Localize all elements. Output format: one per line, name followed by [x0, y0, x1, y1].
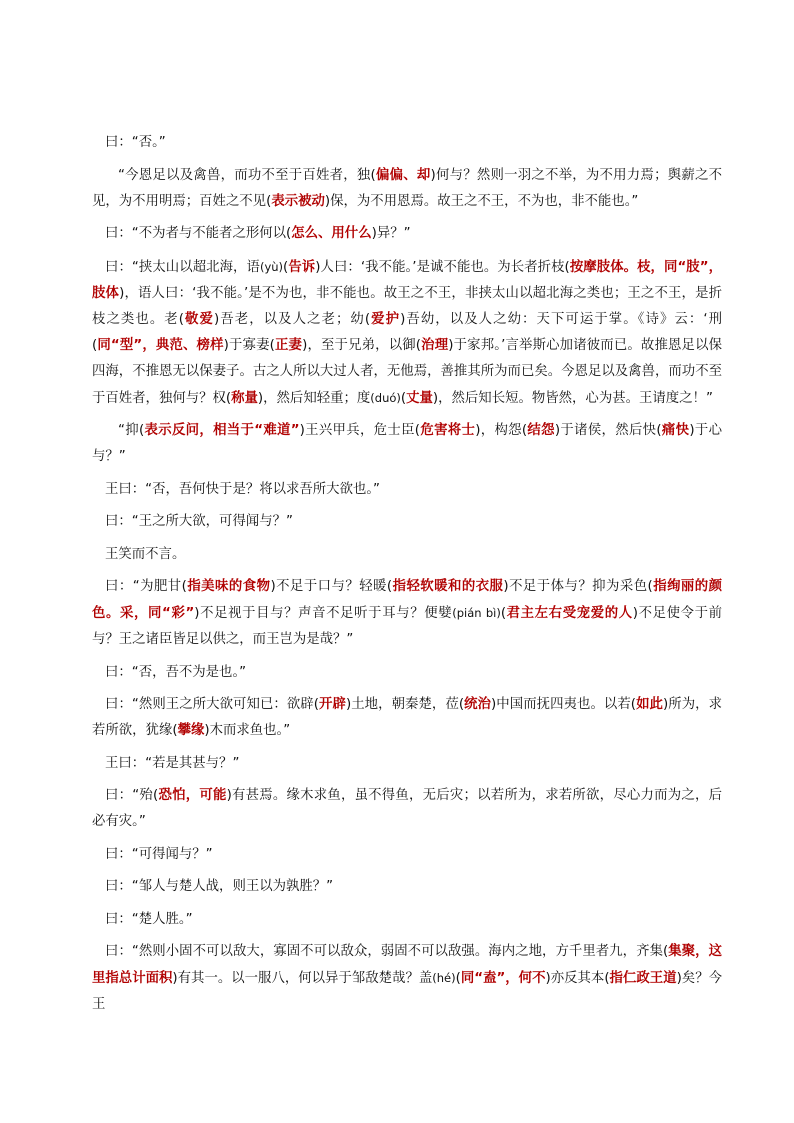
text-segment: )亦反其本(	[545, 971, 610, 986]
text-paragraph	[92, 254, 722, 412]
text-segment: “抑(	[118, 423, 145, 438]
text-paragraph	[92, 874, 722, 900]
annotation-note: 表示被动	[271, 193, 325, 209]
text-segment: )土地，朝秦楚，莅(	[345, 697, 465, 712]
annotation-note: 危害将士	[420, 423, 476, 438]
text-paragraph	[92, 939, 722, 1018]
text-paragraph	[92, 542, 722, 568]
text-segment: )于寡妻(	[223, 337, 275, 353]
text-segment: 王笑而不言。	[105, 546, 186, 562]
text-segment: )中国而抚四夷也。以若(	[491, 697, 637, 712]
text-segment: )不足于体与？抑为采色(	[503, 579, 653, 594]
text-segment: )所为，求若所欲，犹缘(	[92, 697, 723, 738]
annotation-note: 如此	[636, 697, 663, 712]
document-page	[92, 130, 722, 1025]
text-paragraph	[92, 660, 722, 686]
text-paragraph	[92, 163, 722, 215]
text-segment: 曰：“不为者与不能者之形何以(	[105, 226, 292, 241]
pinyin-gloss: (yù)	[259, 259, 284, 274]
annotation-note: 指绚丽的颜色。采，同“彩”	[92, 579, 723, 621]
pinyin-gloss: (pián bì)	[452, 606, 501, 620]
text-segment: (	[400, 390, 407, 406]
annotation-note: 统治	[464, 697, 492, 712]
text-segment: )有其一。以一服八，何以异于邹敌楚哉？盖	[172, 971, 433, 986]
annotation-note: 同“型”，典范、榜样	[97, 337, 224, 353]
annotation-note: 按摩肢体。枝，同“肢”，肢体	[92, 259, 723, 301]
annotation-note: 指轻软暖和的衣服	[392, 579, 504, 594]
text-segment: )王兴甲兵，危士臣(	[299, 423, 421, 438]
text-segment: 曰：“否，吾不为是也。”	[105, 664, 247, 680]
annotation-note: 指仁政王道	[609, 971, 677, 986]
annotation-note: 开辟	[318, 697, 346, 712]
text-paragraph	[92, 418, 722, 470]
text-paragraph	[92, 509, 722, 535]
text-segment: )木而求鱼也。”	[204, 723, 291, 738]
text-segment: 曰：“挟太山以超北海，语	[105, 259, 260, 275]
annotation-note: 同“盍”，何不	[460, 971, 546, 986]
annotation-note: 攀缘	[177, 723, 205, 738]
text-segment: )矣？今王	[92, 971, 722, 1012]
annotation-note: 君主左右受宠爱的人	[506, 606, 633, 621]
annotation-note: 爱护	[370, 311, 401, 327]
annotation-note: 怎么、用什么	[291, 226, 372, 241]
text-segment: )不足视于目与？声音不足听于耳与？便嬖	[194, 606, 453, 621]
annotation-note: 集聚，这里指总计面积	[92, 944, 722, 986]
text-segment: (	[283, 259, 289, 275]
text-segment: 曰：“为肥甘(	[105, 579, 187, 594]
text-segment: 曰：“可得闻与？”	[105, 846, 213, 862]
annotation-note: 恐怕，可能	[158, 788, 227, 803]
text-segment: )于心与？”	[92, 423, 723, 464]
pinyin-gloss: (duó)	[370, 390, 401, 405]
text-segment: 曰：“邹人与楚人战，则王以为孰胜？”	[105, 879, 334, 894]
text-segment: )吾幼，以及人之幼：天下可运于掌。《诗》云：‘刑(	[92, 311, 723, 353]
text-segment: )，至于兄弟，以御(	[302, 337, 422, 353]
text-paragraph	[92, 130, 722, 156]
text-segment: (	[455, 971, 461, 986]
text-segment: )于家邦。’言举斯心加诸彼而已。故推恩足以保四海，不推恩无以保妻子。古之人所以大过人者，无他焉，善推其所为而已矣。今恩足以及禽兽，而功不至于百姓者，独何与？权(	[92, 337, 723, 406]
text-segment: )保，为不用恩焉。故王之不王，不为也，非不能也。”	[324, 193, 639, 209]
annotation-note: 偏偏、却	[375, 167, 431, 183]
text-segment: 曰：“楚人胜。”	[105, 911, 193, 927]
text-segment: “今恩足以及禽兽，而功不至于百姓者，独(	[118, 167, 376, 183]
text-segment: (	[500, 606, 507, 621]
text-segment: 曰：“王之所大欲，可得闻与？”	[105, 514, 293, 529]
text-segment: )，然后知长短。物皆然，心为甚。王请度之！”	[432, 390, 713, 406]
pinyin-gloss: (hé)	[432, 971, 456, 985]
text-segment: )人曰：‘我不能。’是诚不能也。为长者折枝(	[315, 259, 570, 275]
text-segment: )，构怨(	[475, 423, 528, 438]
annotation-note: 丈量	[406, 390, 433, 406]
annotation-note: 告诉	[288, 259, 316, 275]
text-segment: 王曰：“若是其甚与？”	[105, 755, 240, 771]
annotation-note: 敬爱	[183, 311, 214, 327]
annotation-note: 表示反问，相当于“难道”	[144, 423, 300, 438]
text-paragraph	[92, 751, 722, 777]
text-segment: 曰：“然则王之所大欲可知已：欲辟(	[105, 697, 319, 712]
text-paragraph	[92, 477, 722, 503]
text-paragraph	[92, 842, 722, 868]
text-segment: )有甚焉。缘木求鱼，虽不得鱼，无后灾；以若所为，求若所欲，尽心力而为之，后必有灾。”	[92, 788, 722, 829]
annotation-note: 指美味的食物	[186, 579, 271, 594]
text-segment: 曰：“否。”	[105, 135, 166, 150]
text-segment: )何与？然则一羽之不举，为不用力焉；舆薪之不见，为不用明焉；百姓之不见(	[92, 167, 722, 209]
annotation-note: 结怨	[527, 423, 555, 438]
text-segment: )，然后知轻重；度	[257, 390, 371, 406]
text-segment: )吾老，以及人之老；幼(	[213, 311, 371, 327]
text-paragraph	[92, 907, 722, 933]
annotation-note: 治理	[421, 337, 449, 353]
text-segment: 曰：“殆(	[105, 788, 159, 803]
text-paragraph	[92, 221, 722, 247]
text-segment: 王曰：“否，吾何快于是？将以求吾所大欲也。”	[105, 481, 380, 497]
text-segment: )，语人曰：‘我不能。’是不为也，非不能也。故王之不王，非挟太山以超北海之类也；王之不王，是折枝之类也。老(	[92, 285, 722, 327]
text-paragraph	[92, 692, 722, 744]
text-segment: )不足于口与？轻暖(	[270, 579, 393, 594]
annotation-note: 正妻	[274, 337, 303, 353]
text-paragraph	[92, 574, 722, 653]
annotation-note: 痛快	[661, 423, 690, 438]
text-segment: )于诸侯，然后快(	[554, 423, 662, 438]
text-segment: 曰：“然则小固不可以敌大，寡固不可以敌众，弱固不可以敌强。海内之地，方千里者九，齐集(	[105, 944, 669, 959]
text-segment: )异？”	[371, 226, 411, 241]
annotation-note: 称量	[231, 390, 258, 406]
text-paragraph	[92, 783, 722, 835]
text-segment: )不足使令于前与？王之诸臣皆足以供之，而王岂为是哉？”	[92, 606, 722, 647]
